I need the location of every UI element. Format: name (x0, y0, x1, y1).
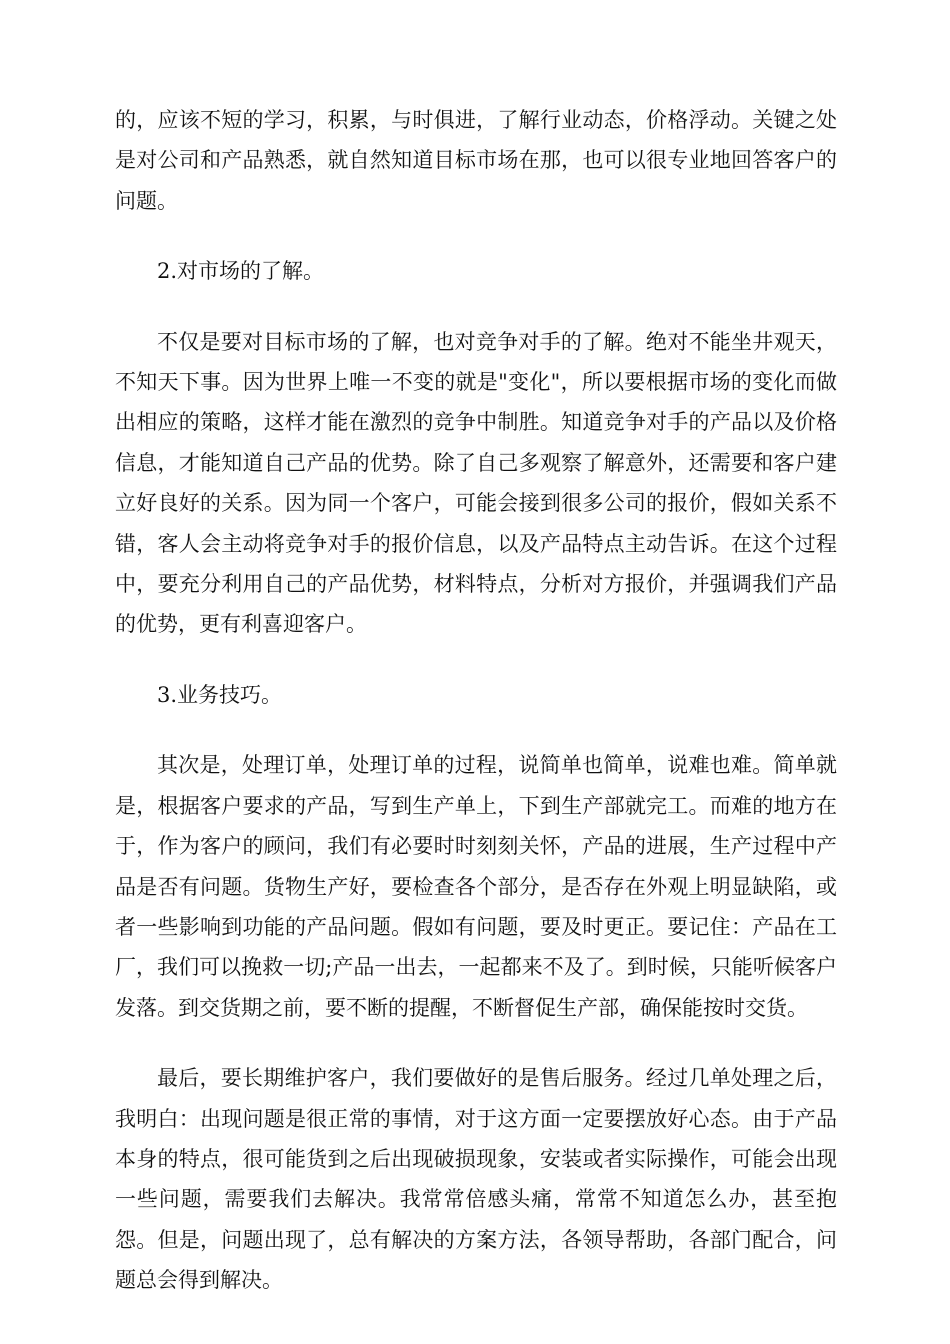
section-heading-market: 2.对市场的了解。 (157, 259, 325, 284)
paragraph-continuation: 的，应该不短的学习，积累，与时俱进，了解行业动态，价格浮动。关键之处是对公司和产品熟悉，就自然知道目标市场在那，也可以很专业地回答客户的问题。 (115, 108, 837, 213)
paragraph-market: 不仅是要对目标市场的了解，也对竞争对手的了解。绝对不能坐井观天，不知天下事。因为世界上唯一不变的就是"变化"，所以要根据市场的变化而做出相应的策略，这样才能在激烈的竞争中制胜。知道竞争对手的产品以及价格信息，才能知道自己产品的优势。除了自己多观察了解意外，还需要和客户建立好良好的关系。因为同一个客户，可能会接到很多公司的报价，假如关系不错，客人会主动将竞争对手的报价信息，以及产品特点主动告诉。在这个过程中，要充分利用自己的产品优势，材料特点，分析对方报价，并强调我们产品的优势，更有利喜迎客户。 (115, 329, 837, 637)
paragraph-orders: 其次是，处理订单，处理订单的过程，说简单也简单，说难也难。简单就是，根据客户要求的产品，写到生产单上，下到生产部就完工。而难的地方在于，作为客户的顾问，我们有必要时时刻刻关怀，产品的进展，生产过程中产品是否有问题。货物生产好，要检查各个部分，是否存在外观上明显缺陷，或者一些影响到功能的产品问题。假如有问题，要及时更正。要记住：产品在工厂，我们可以挽救一切;产品一出去，一起都来不及了。到时候，只能听候客户发落。到交货期之前，要不断的提醒，不断督促生产部，确保能按时交货。 (115, 753, 837, 1020)
paragraph-after-sales: 最后，要长期维护客户，我们要做好的是售后服务。经过几单处理之后，我明白：出现问题是很正常的事情，对于这方面一定要摆放好心态。由于产品本身的特点，很可能货到之后出现破损现象，安装或者实际操作，可能会出现一些问题，需要我们去解决。我常常倍感头痛，常常不知道怎么办，甚至抱怨。但是，问题出现了，总有解决的方案方法，各领导帮助，各部门配合，问题总会得到解决。 (115, 1066, 837, 1293)
document-page (115, 100, 837, 1301)
section-heading-skills: 3.业务技巧。 (157, 682, 283, 707)
